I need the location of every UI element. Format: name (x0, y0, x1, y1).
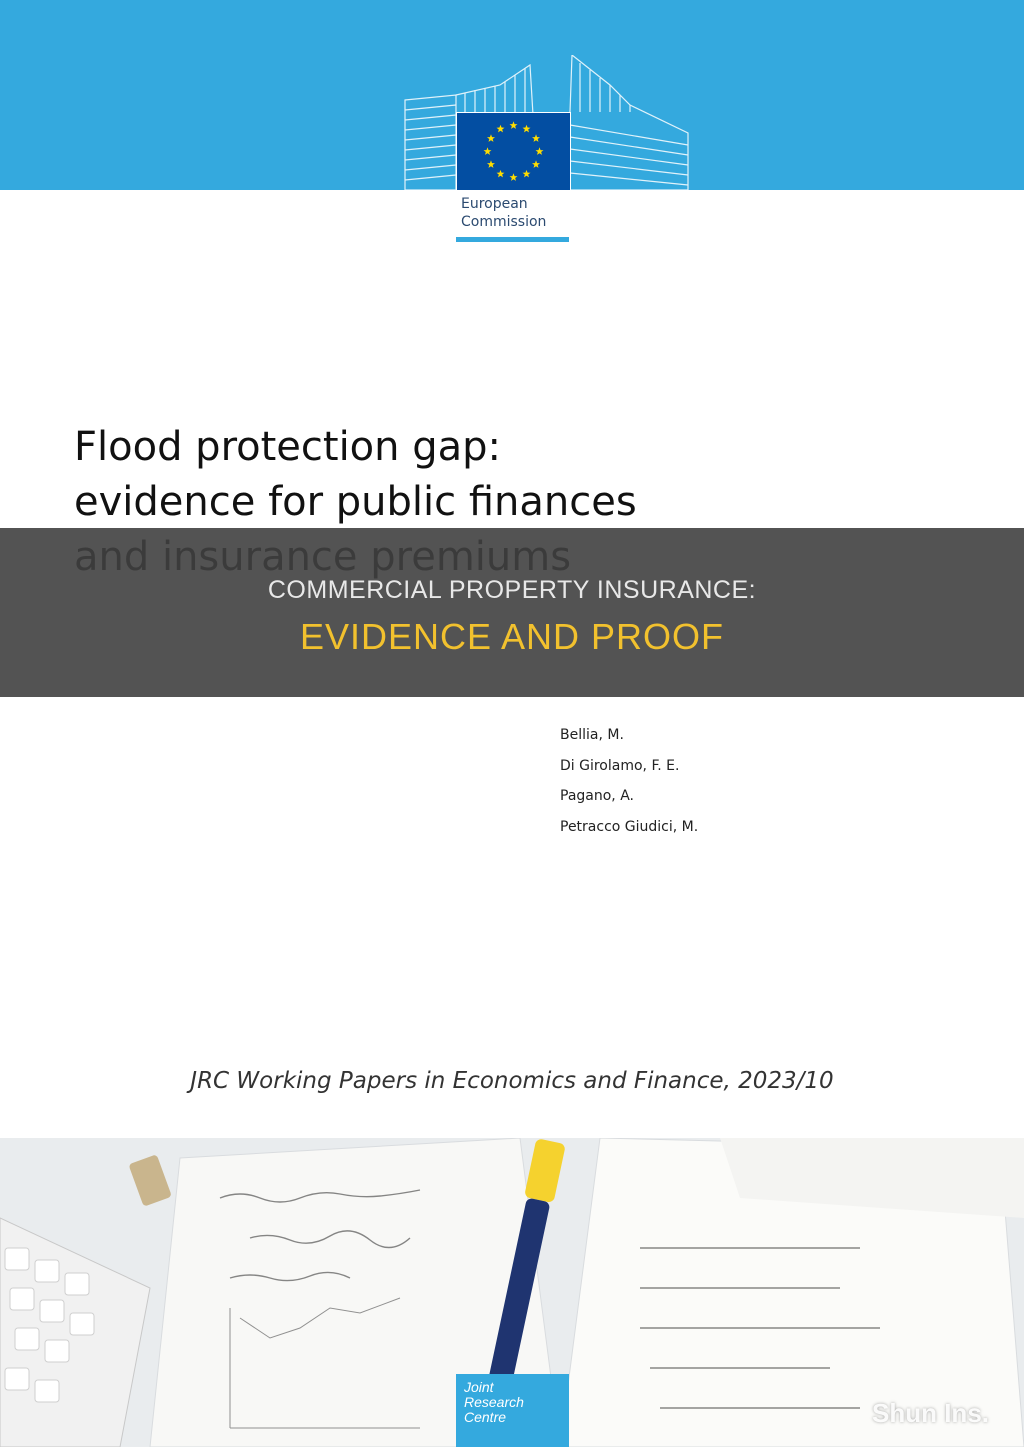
jrc-line3: Centre (464, 1409, 507, 1425)
eu-star-icon (497, 170, 505, 178)
title-line2: evidence for public finances (74, 479, 637, 525)
overlay-heading: EVIDENCE AND PROOF (299, 616, 725, 657)
eu-star-icon (510, 173, 518, 181)
eu-star-icon (532, 160, 540, 168)
series-title: JRC Working Papers in Economics and Finance, 2023/10 (190, 1068, 834, 1094)
logo-text-line2: Commission (461, 214, 547, 230)
jrc-logo-box (456, 1374, 569, 1447)
overlay-subheading: COMMERCIAL PROPERTY INSURANCE: (267, 576, 757, 604)
eu-star-icon (484, 147, 492, 155)
jrc-line2: Research (464, 1394, 524, 1410)
eu-star-icon (510, 121, 518, 129)
eu-star-icon (523, 125, 531, 133)
eu-star-icon (532, 134, 540, 142)
eu-star-icon (487, 134, 495, 142)
logo-text-line1: European (461, 196, 528, 212)
eu-star-icon (497, 125, 505, 133)
eu-star-icon (487, 160, 495, 168)
logo-text (461, 195, 546, 231)
author-name: Pagano, A. (560, 788, 634, 804)
watermark-text: Shun Ins. (872, 1398, 989, 1428)
eu-stars-icon (457, 113, 570, 190)
eu-flag-logo (456, 112, 571, 191)
eu-star-icon (536, 147, 544, 155)
author-name: Di Girolamo, F. E. (560, 757, 680, 774)
author-name: Bellia, M. (560, 727, 624, 743)
jrc-line1: Joint (464, 1379, 494, 1395)
eu-star-icon (523, 170, 531, 178)
logo-underline (456, 237, 569, 242)
headline-overlay-banner (0, 528, 1024, 697)
author-list (560, 720, 698, 842)
author-name: Petracco Giudici, M. (560, 818, 699, 835)
title-line1: Flood protection gap: (74, 424, 501, 470)
